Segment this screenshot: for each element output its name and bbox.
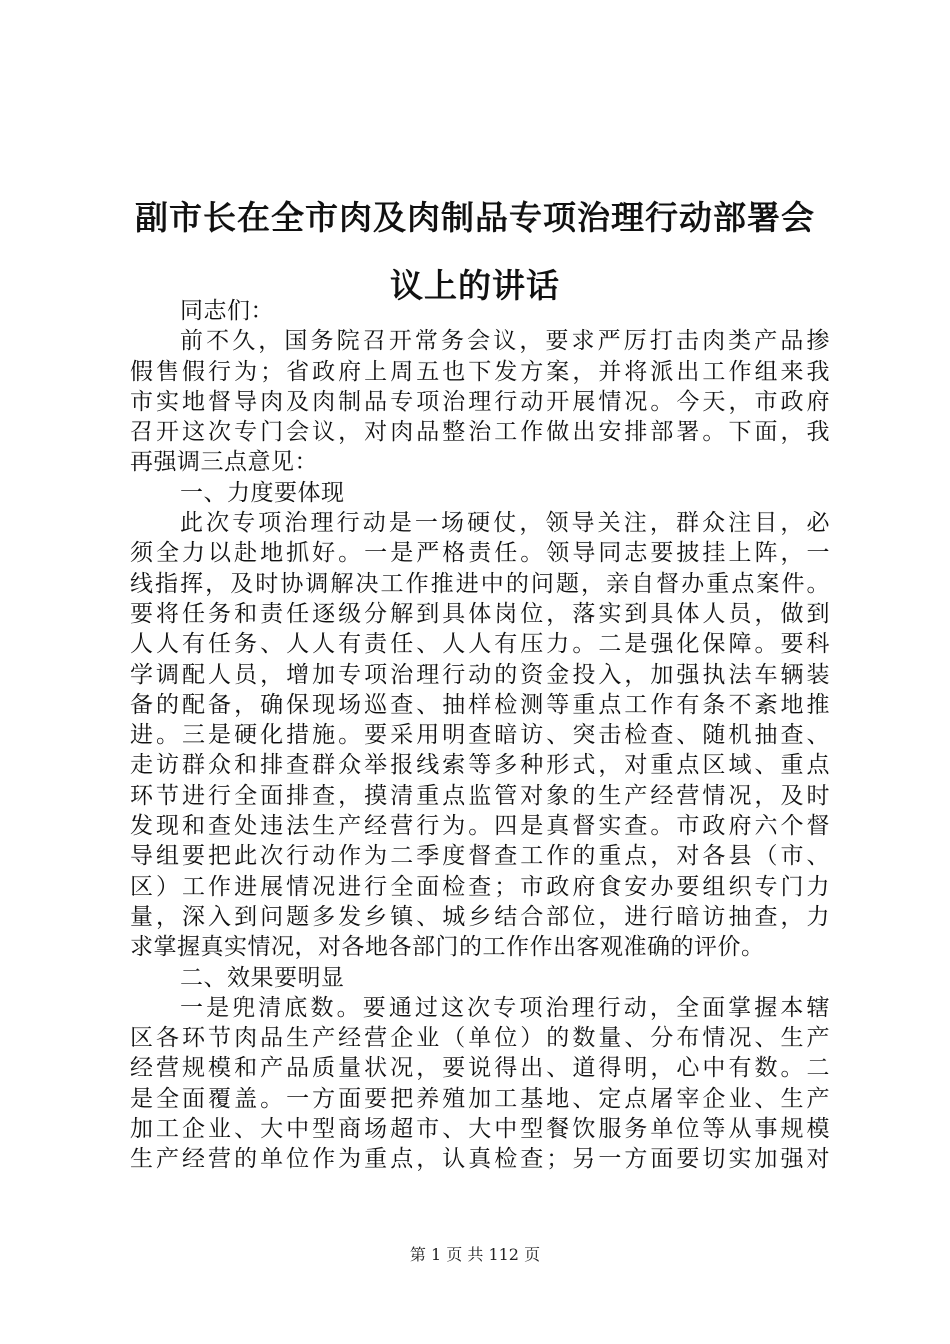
- body-line: 学调配人员，增加专项治理行动的资金投入，加强执法车辆装: [130, 661, 830, 688]
- body-line: 线指挥，及时协调解决工作推进中的问题，亲自督办重点案件。: [130, 570, 830, 597]
- body-line: 经营规模和产品质量状况，要说得出、道得明，心中有数。二: [130, 1055, 830, 1082]
- body-line: 备的配备，确保现场巡查、抽样检测等重点工作有条不紊地推: [130, 691, 830, 718]
- body-line: 导组要把此次行动作为二季度督查工作的重点，对各县（市、: [130, 843, 830, 870]
- body-line: 区各环节肉品生产经营企业（单位）的数量、分布情况、生产: [130, 1025, 830, 1052]
- body-line: 一、力度要体现: [180, 479, 345, 506]
- body-line: 二、效果要明显: [180, 964, 345, 991]
- body-line: 须全力以赴地抓好。一是严格责任。领导同志要披挂上阵，一: [130, 540, 830, 567]
- body-line: 假售假行为；省政府上周五也下发方案，并将派出工作组来我: [130, 358, 830, 385]
- page-footer: 第 1 页 共 112 页: [409, 1245, 541, 1264]
- body-line: 再强调三点意见：: [130, 449, 318, 476]
- body-line: 发现和查处违法生产经营行为。四是真督实查。市政府六个督: [130, 813, 830, 840]
- body-line: 前不久，国务院召开常务会议，要求严厉打击肉类产品掺: [180, 328, 830, 355]
- body-line: 求掌握真实情况，对各地各部门的工作作出客观准确的评价。: [130, 934, 765, 961]
- body-line: 区）工作进展情况进行全面检查；市政府食安办要组织专门力: [130, 873, 830, 900]
- body-line: 人人有任务、人人有责任、人人有压力。二是强化保障。要科: [130, 631, 830, 658]
- body-line: 加工企业、大中型商场超市、大中型餐饮服务单位等从事规模: [130, 1116, 830, 1143]
- title-line-2: 议上的讲话: [390, 266, 560, 305]
- body-line: 召开这次专门会议，对肉品整治工作做出安排部署。下面，我: [130, 419, 830, 446]
- body-line: 走访群众和排查群众举报线索等多种形式，对重点区域、重点: [130, 752, 830, 779]
- body-line: 要将任务和责任逐级分解到具体岗位，落实到具体人员，做到: [130, 600, 830, 627]
- body-line: 生产经营的单位作为重点，认真检查；另一方面要切实加强对: [130, 1146, 830, 1173]
- body-line: 此次专项治理行动是一场硬仗，领导关注，群众注目，必: [180, 510, 830, 537]
- body-line: 一是兜清底数。要通过这次专项治理行动，全面掌握本辖: [180, 994, 830, 1021]
- body-line: 环节进行全面排查，摸清重点监管对象的生产经营情况，及时: [130, 782, 830, 809]
- body-line: 市实地督导肉及肉制品专项治理行动开展情况。今天，市政府: [130, 388, 830, 415]
- body-line: 进。三是硬化措施。要采用明查暗访、突击检查、随机抽查、: [130, 722, 830, 749]
- body-line: 是全面覆盖。一方面要把养殖加工基地、定点屠宰企业、生产: [130, 1085, 830, 1112]
- title-line-1: 副市长在全市肉及肉制品专项治理行动部署会: [135, 198, 815, 237]
- body-line: 量，深入到问题多发乡镇、城乡结合部位，进行暗访抽查，力: [130, 903, 830, 930]
- document-body: [130, 296, 830, 1175]
- body-line: 同志们：: [180, 298, 274, 324]
